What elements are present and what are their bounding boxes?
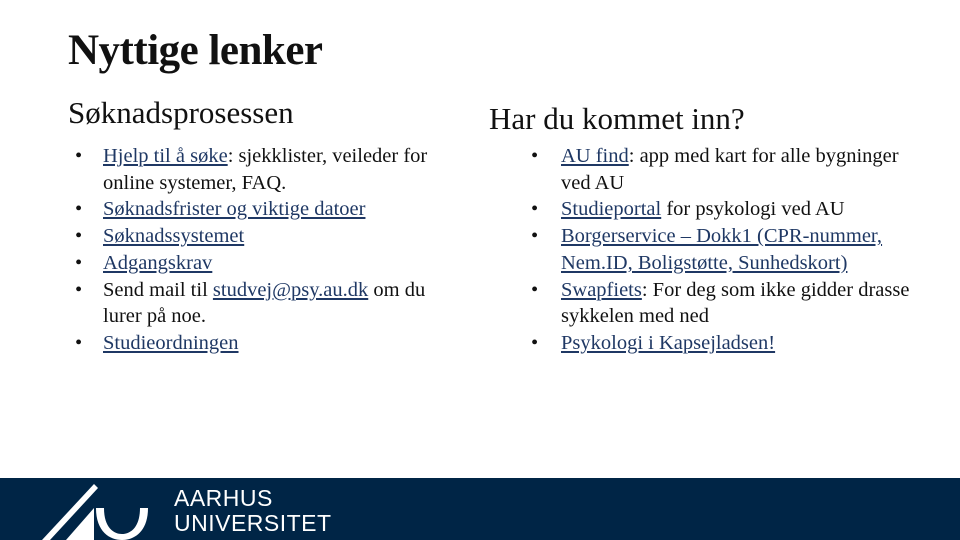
link-swapfiets[interactable]: Swapfiets bbox=[561, 278, 642, 301]
item-text: : sjekklister, veileder for online systemer, FAQ. bbox=[103, 145, 428, 194]
list-item bbox=[75, 143, 465, 196]
link-help-apply[interactable]: Hjelp til å søke bbox=[103, 145, 228, 167]
list-item bbox=[531, 330, 931, 357]
wordmark-line-2: UNIVERSITET bbox=[174, 510, 332, 536]
link-au-find[interactable]: AU find bbox=[561, 145, 629, 167]
list-item bbox=[75, 196, 465, 223]
link-admission-requirements[interactable]: Adgangskrav bbox=[103, 251, 213, 274]
item-text: for psykologi ved AU bbox=[661, 198, 845, 221]
admitted-links-list bbox=[531, 143, 931, 357]
right-column-heading: Har du kommet inn? bbox=[489, 101, 745, 136]
list-item bbox=[75, 223, 465, 250]
link-application-system[interactable]: Søknadssystemet bbox=[103, 225, 245, 248]
link-borgerservice[interactable]: Borgerservice – Dokk1 (CPR-nummer, Nem.ID, Boligstøtte, Sunhedskort) bbox=[561, 225, 883, 274]
item-text: : app med kart for alle bygninger ved AU bbox=[561, 145, 899, 194]
item-text: : For deg som ikke gidder drasse sykkelen med ned bbox=[561, 278, 910, 328]
wordmark-line-1: AARHUS bbox=[174, 485, 273, 511]
list-item bbox=[531, 277, 931, 330]
list-item bbox=[75, 250, 465, 277]
item-prefix: Send mail til bbox=[103, 278, 213, 301]
list-item bbox=[531, 196, 931, 223]
application-links-list bbox=[75, 143, 465, 357]
link-deadlines[interactable]: Søknadsfrister og viktige datoer bbox=[103, 198, 366, 221]
list-item bbox=[75, 330, 465, 357]
link-curriculum[interactable]: Studieordningen bbox=[103, 331, 239, 354]
list-item bbox=[75, 277, 465, 330]
link-studieportal[interactable]: Studieportal bbox=[561, 198, 662, 221]
university-logo-icon bbox=[36, 478, 166, 540]
link-kapsejladsen[interactable]: Psykologi i Kapsejladsen! bbox=[561, 331, 776, 354]
link-email[interactable]: studvej@psy.au.dk bbox=[212, 278, 369, 301]
slide-title: Nyttige lenker bbox=[68, 27, 323, 74]
university-wordmark bbox=[174, 486, 332, 536]
list-item bbox=[531, 143, 931, 196]
left-column-heading: Søknadsprosessen bbox=[68, 95, 294, 130]
item-text: om du lurer på noe. bbox=[103, 278, 426, 328]
list-item bbox=[531, 223, 931, 276]
